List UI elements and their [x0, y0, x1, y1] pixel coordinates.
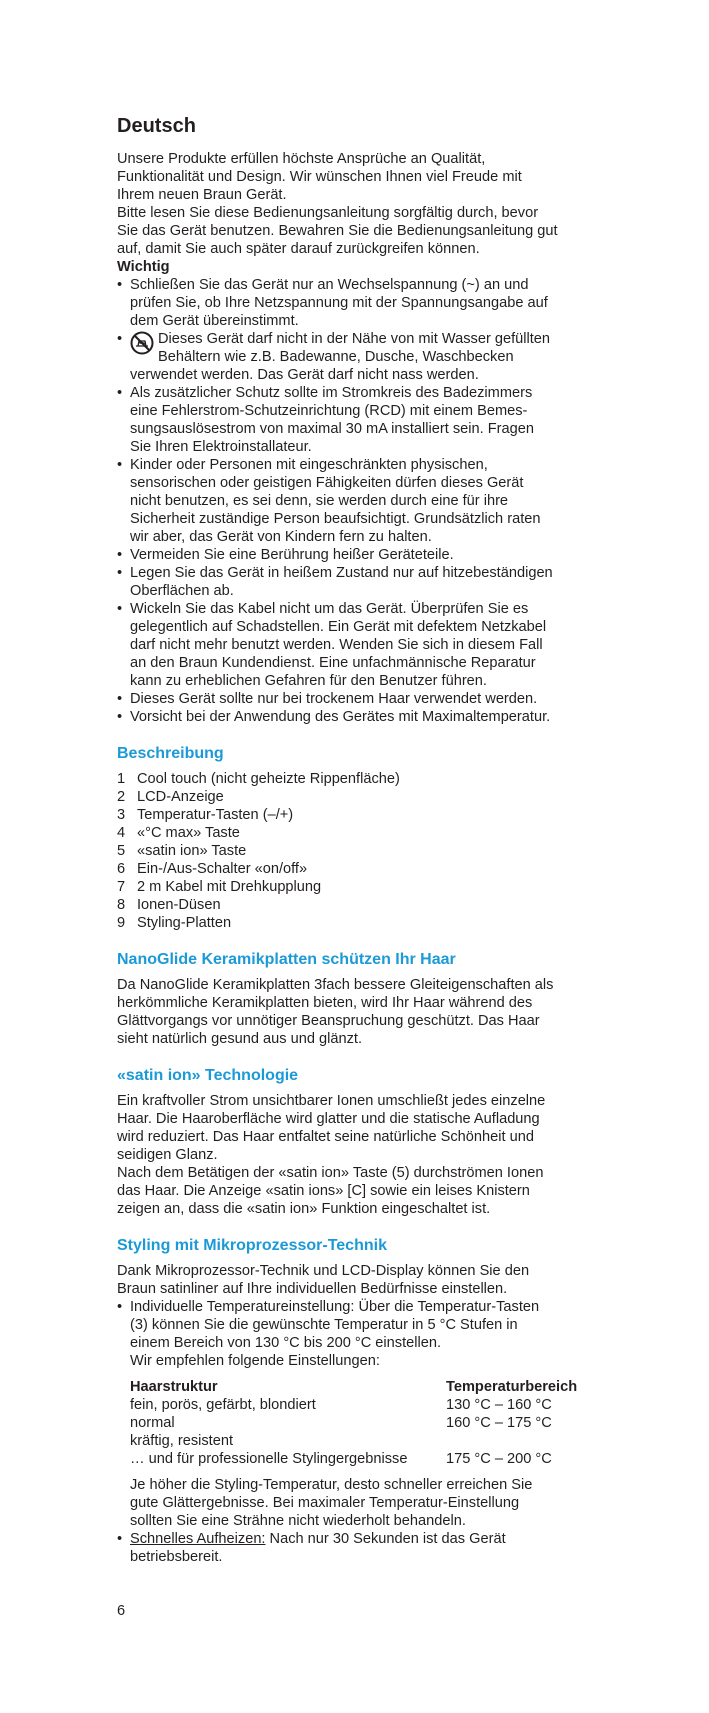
list-item: • Dieses Gerät darf nicht in der Nähe von mit Wasser gefüllten Behältern wie z.B. Badewanne, Dusche, Waschbecken verwendet werden. Das Gerät darf nicht nass werden. — [117, 331, 551, 383]
section-heading-nanoglide: NanoGlide Keramikplatten schützen Ihr Haar — [117, 951, 456, 968]
table-row: … und für professionelle Stylingergebnisse 175 °C – 200 °C — [130, 1451, 552, 1467]
list-item: 2 LCD-Anzeige — [117, 789, 224, 805]
list-item: • Legen Sie das Gerät in heißem Zustand nur auf hitzebeständigen Oberflächen ab. — [117, 565, 553, 599]
satin-ion-paragraph: Ein kraftvoller Strom unsichtbarer Ionen umschließt jedes einzelne Haar. Die Haaroberfläche wird glatter und die statische Aufladung wird reduziert. Das Haar entfaltet seine natürliche Schönheit und seidigen Glanz. Nach dem Betätigen der «satin ion» Taste (5) durchströmen Ionen das Haar. Die Anzeige «satin ions» [C] sowie ein leises Knistern zeigen an, dass die «satin ion» Funktion eingeschaltet ist. — [117, 1093, 546, 1217]
list-item: 1 Cool touch (nicht geheizte Rippenfläche) — [117, 771, 400, 787]
temperature-table — [130, 1378, 577, 1468]
list-item: 8 Ionen-Düsen — [117, 897, 221, 913]
nanoglide-paragraph: Da NanoGlide Keramikplatten 3fach bessere Gleiteigenschaften als herkömmliche Keramikplatten bieten, wird Ihr Haar während des Glättvorgangs vor unnötiger Beanspruchung geschützt. Das Haar sieht natürlich gesund aus und glänzt. — [117, 977, 554, 1047]
list-item: 3 Temperatur-Tasten (–/+) — [117, 807, 294, 823]
intro-paragraph: Bitte lesen Sie diese Bedienungsanleitung sorgfältig durch, bevor Sie das Gerät benutzen. Bewahren Sie die Bedienungsanleitung gut auf, damit Sie auch später darauf zurückgreifen können. — [117, 205, 558, 257]
table-row: fein, porös, gefärbt, blondiert 130 °C – 160 °C — [130, 1397, 552, 1413]
table-row: kräftig, resistent — [130, 1433, 234, 1449]
no-water-warning-icon — [130, 331, 156, 357]
section-heading-styling: Styling mit Mikroprozessor-Technik — [117, 1237, 387, 1254]
list-item: 6 Ein-/Aus-Schalter «on/off» — [117, 861, 308, 877]
list-item: • Als zusätzlicher Schutz sollte im Stromkreis des Badezimmers eine Fehlerstrom-Schutzeinrichtung (RCD) mit einem Bemes- sungsauslösestrom von maximal 30 mA installiert sein. Fragen Sie Ihren Elektroinstallateur. — [117, 385, 534, 455]
list-item: • Schließen Sie das Gerät nur an Wechselspannung (~) an und prüfen Sie, ob Ihre Netzspannung mit der Spannungsangabe auf dem Gerät übereinstimmt. — [117, 277, 548, 329]
list-item: • Schnelles Aufheizen: Nach nur 30 Sekunden ist das Gerät betriebsbereit. — [117, 1531, 506, 1565]
list-item: • Vermeiden Sie eine Berührung heißer Geräteteile. — [117, 547, 454, 563]
table-row: normal 160 °C – 175 °C — [130, 1415, 552, 1431]
important-list — [117, 276, 617, 726]
styling-list — [117, 1298, 617, 1566]
section-heading-satin-ion: «satin ion» Technologie — [117, 1067, 299, 1084]
list-item: • Kinder oder Personen mit eingeschränkten physischen, sensorischen oder geistigen Fähigkeiten dürfen dieses Gerät nicht benutzen, es sei denn, sie werden durch eine für ihre Sicherheit zuständige Person beaufsichtigt. Grundsätzlich raten wir aber, das Gerät von Kindern fern zu halten. — [117, 457, 541, 545]
list-item: • Dieses Gerät sollte nur bei trockenem Haar verwendet werden. — [117, 691, 538, 707]
list-item: • Wickeln Sie das Kabel nicht um das Gerät. Überprüfen Sie es gelegentlich auf Schadstellen. Ein Gerät mit defektem Netzkabel darf nicht mehr benutzt werden. Wenden Sie sich in diesem Fall an den Braun Kundendienst. Eine unfachmännische Reparatur kann zu erheblichen Gefahren für den Benutzer führen. — [117, 601, 547, 689]
list-item: 4 «°C max» Taste — [117, 825, 240, 841]
section-heading-description: Beschreibung — [117, 745, 224, 762]
table-header-row: Haarstruktur Temperaturbereich — [130, 1379, 578, 1395]
important-heading: Wichtig — [117, 259, 170, 275]
list-item: 9 Styling-Platten — [117, 915, 232, 931]
parts-list — [117, 770, 617, 932]
styling-paragraph: Dank Mikroprozessor-Technik und LCD-Display können Sie den Braun satinliner auf Ihre individuellen Bedürfnisse einstellen. — [117, 1263, 530, 1297]
page-number: 6 — [117, 1603, 126, 1619]
intro-paragraph: Unsere Produkte erfüllen höchste Ansprüche an Qualität, Funktionalität und Design. Wir wünschen Ihnen viel Freude mit Ihrem neuen Braun Gerät. — [117, 151, 522, 203]
list-item: 5 «satin ion» Taste — [117, 843, 247, 859]
page-title: Deutsch — [117, 115, 196, 137]
list-item: 7 2 m Kabel mit Drehkupplung — [117, 879, 322, 895]
list-item: • Vorsicht bei der Anwendung des Gerätes mit Maximaltemperatur. — [117, 709, 551, 725]
styling-note: Je höher die Styling-Temperatur, desto schneller erreichen Sie gute Glättergebnisse. Bei maximaler Temperatur-Einstellung sollten Sie eine Strähne nicht wiederholt behandeln. — [130, 1477, 533, 1529]
list-item: • Individuelle Temperatureinstellung: Über die Temperatur-Tasten (3) können Sie die gewünschte Temperatur in 5 °C Stufen in einem Bereich von 130 °C bis 200 °C einstellen. Wir empfehlen folgende Einstellungen: Haarstruktur Temperaturbereich fein, porös, gefärbt, blondiert 130 °C – 160 °C normal 160 °C – 175 °C kräftig, resistent … und für professionelle Stylingergebnisse 175 °C – 200 °C Je höher die Styling-Temperatur, desto schneller erreichen Sie gute Glättergebnisse. Bei maximaler Temperatur-Einstellung sollten Sie eine Strähne nicht wiederholt behandeln. — [117, 1298, 617, 1530]
document-page — [117, 114, 617, 1566]
